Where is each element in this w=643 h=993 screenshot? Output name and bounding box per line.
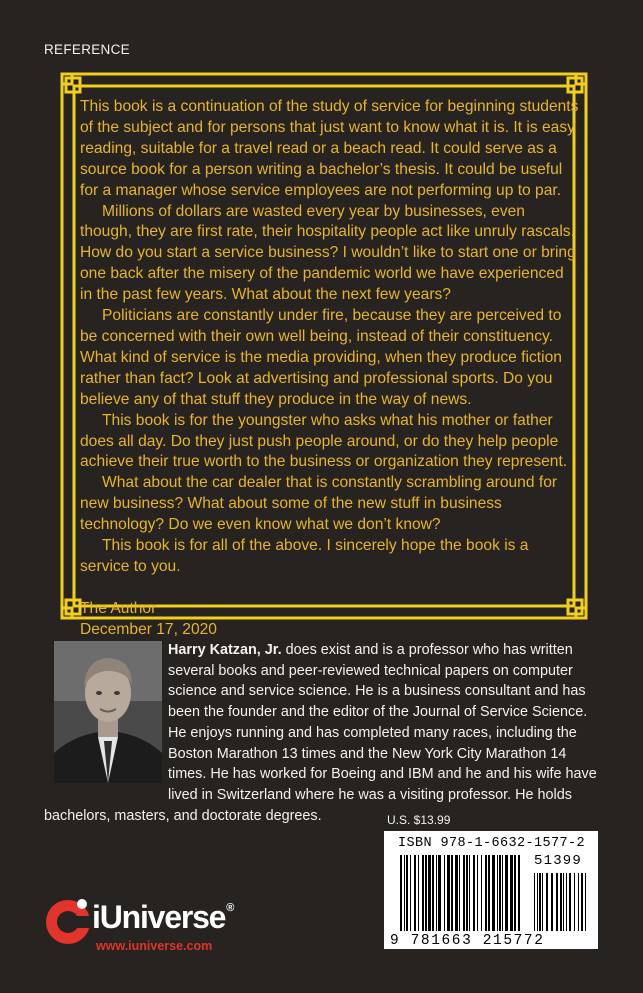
publisher-name: iUniverse®: [92, 899, 234, 935]
ean-number: 9 781663 215772: [390, 933, 545, 949]
blurb-paragraph: What about the car dealer that is constantly scrambling around for new business? What about some of the new stuff in business technology? Do we even know what we don’t know?: [80, 474, 558, 534]
author-bio: [44, 640, 598, 826]
author-name: Harry Katzan, Jr.: [168, 642, 282, 658]
publisher-url: www.iuniverse.com: [96, 939, 213, 953]
blurb-paragraph: This book is for the youngster who asks what his mother or father does all day. Do they just push people around, or do they help people achieve their true worth to the business or organization they represent.: [80, 411, 568, 471]
signature: The Author: [80, 599, 157, 617]
blurb-paragraph: This book is a continuation of the study of service for beginning students of the subject and for persons that just want to know what it is. It is easy reading, suitable for a travel read or a beach read. It could serve as a source book for a person writing a bachelor’s thesis. It could be useful for a manager whose service employees are not performing up to par.: [80, 98, 579, 199]
back-cover-blurb: [80, 97, 580, 641]
price-addon-number: 51399: [534, 853, 583, 869]
category-label: REFERENCE: [44, 42, 130, 57]
blurb-paragraph: Millions of dollars are wasted every year by businesses, even though, they are first rate, their hospitality people act like unruly rascals. How do you start a service business? I wouldn’t like to start one or bring one back after the misery of the pandemic world we have experienced in the past few years. What about the next few years?: [80, 202, 576, 304]
signature-block: [80, 599, 580, 641]
price-label: U.S. $13.99: [387, 813, 451, 827]
signature-date: December 17, 2020: [80, 620, 217, 638]
isbn-text: ISBN 978-1-6632-1577-2: [398, 836, 586, 851]
blurb-paragraph: This book is for all of the above. I sincerely hope the book is a service to you.: [80, 537, 529, 575]
author-bio-text: does exist and is a professor who has written several books and peer-reviewed technical papers on computer science and service science. He is a business consultant and has been the founder and the editor of the Journal of Service Science. He enjoys running and has completed many races, including the Boston Marathon 13 times and the New York City Marathon 14 times. He has worked for Boeing and IBM and he and his wife have lived in Switzerland where he was a visiting professor. He holds bachelors, masters, and doctorate degrees.: [44, 642, 597, 824]
publisher-logo: [44, 892, 284, 952]
isbn-barcode: [384, 831, 598, 949]
blurb-paragraph: Politicians are constantly under fire, because they are perceived to be concerned with their own well being, instead of their constituency. What kind of service is the media providing, when they produce fiction rather than fact? Look at advertising and professional sports. Do you believe any of that stuff they produce in the way of news.: [80, 307, 562, 408]
